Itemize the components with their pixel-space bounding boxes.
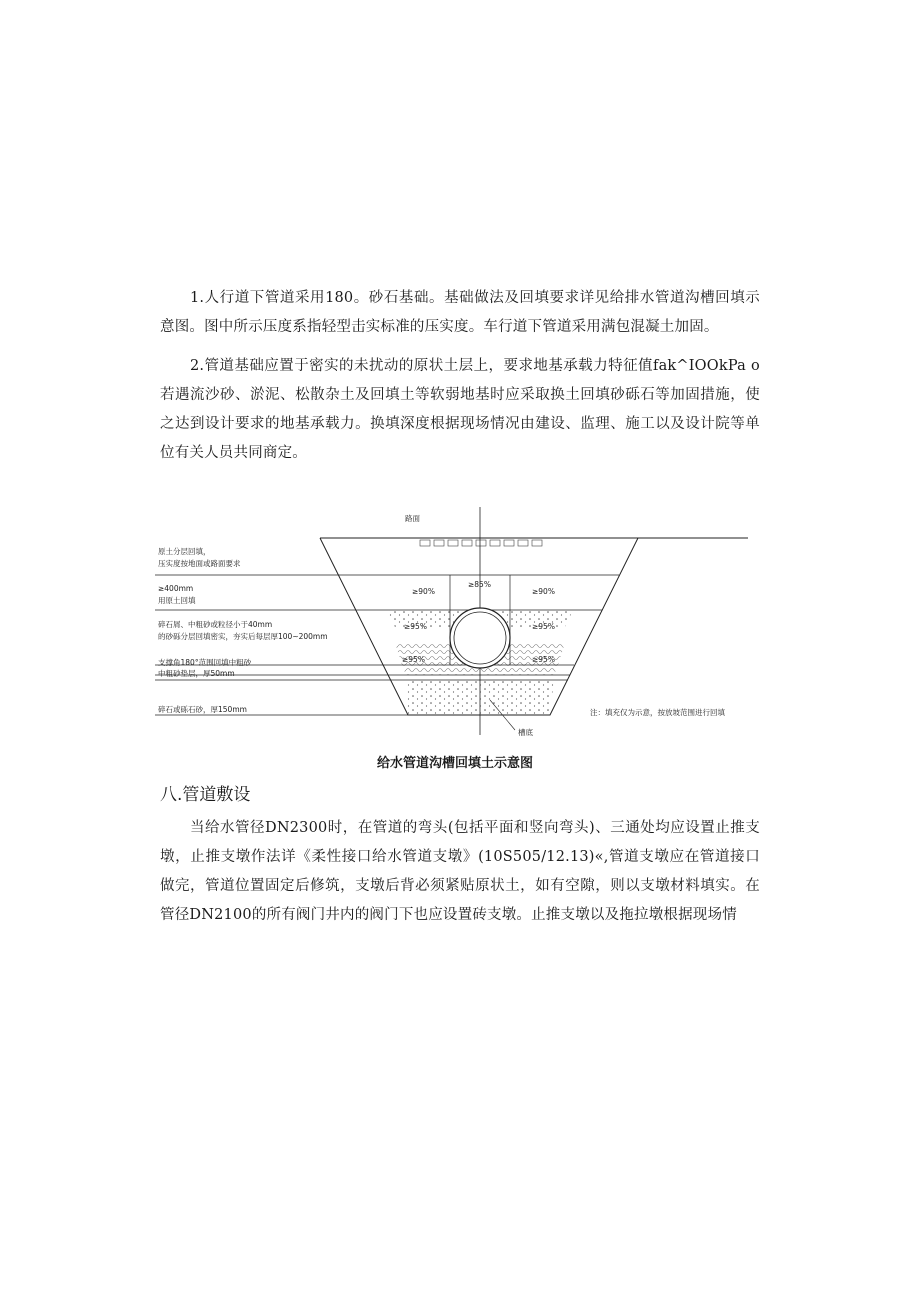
compaction-upper-left: ≥90%: [412, 587, 435, 596]
left-label-4: 支撑角180°范围回填中粗砂: [158, 658, 252, 667]
left-label-5: 中粗砂垫层，厚50mm: [158, 669, 235, 678]
compaction-mid-right: ≥95%: [532, 622, 555, 631]
left-label-2b: 用原土回填: [158, 596, 196, 605]
compaction-top-center: ≥85%: [468, 580, 491, 589]
left-label-3b: 的砂砾分层回填密实，夯实后每层厚100~200mm: [158, 632, 328, 641]
compaction-low-right: ≥95%: [532, 655, 555, 664]
left-label-1b: 压实度按地面或路面要求: [158, 559, 241, 568]
left-label-6: 碎石或砾石砂，厚150mm: [158, 705, 247, 714]
left-label-1a: 原土分层回填，: [158, 547, 211, 556]
left-label-3a: 碎石屑、中粗砂或粒径小于40mm: [158, 620, 273, 629]
gravel-base-zone: [406, 680, 554, 715]
paragraph-1: 1.人行道下管道采用180。砂石基础。基础做法及回填要求详见给排水管道沟槽回填示意图。图中所示压度系指轻型击实标准的压实度。车行道下管道采用满包混凝土加固。: [160, 290, 760, 335]
road-label: 路面: [405, 514, 420, 523]
trench-diagram: [150, 505, 760, 750]
pipe-outer: [450, 608, 510, 668]
compaction-upper-right: ≥90%: [532, 587, 555, 596]
road-hatch: [420, 540, 542, 546]
compaction-mid-left: ≥95%: [404, 622, 427, 631]
figure-title: 给水管道沟槽回填土示意图: [376, 756, 533, 771]
section-paragraph: 当给水管径DN2300时，在管道的弯头(包括平面和竖向弯头)、三通处均应设置止推支墩，止推支墩作法详《柔性接口给水管道支墩》(10S505/12.13)«,管道支墩应在管道接口做完，管道位置固定后修筑，支墩后背必须紧贴原状土，如有空隙，则以支墩材料填实。在管径DN2100的所有阀门井内的阀门下也应设置砖支墩。止推支墩以及拖拉墩根据现场情: [160, 820, 760, 923]
figure-note: 注：填充仅为示意，按放坡范围进行回填: [590, 708, 725, 717]
section-heading: 八.管道敷设: [160, 785, 251, 805]
left-label-2a: ≥400mm: [158, 584, 194, 593]
trench-backfill-figure: [150, 505, 760, 775]
paragraph-2: 2.管道基础应置于密实的未扰动的原状土层上，要求地基承载力特征值fak^IOOkPa o若遇流沙砂、淤泥、松散杂土及回填土等软弱地基时应采取换土回填砂砾石等加固措施，使之达到设计要求的地基承载力。换填深度根据现场情况由建设、监理、施工以及设计院等单位有关人员共同商定。: [160, 358, 760, 461]
compaction-low-left: ≥95%: [402, 655, 425, 664]
trench-bottom-label: 槽底: [518, 728, 533, 737]
